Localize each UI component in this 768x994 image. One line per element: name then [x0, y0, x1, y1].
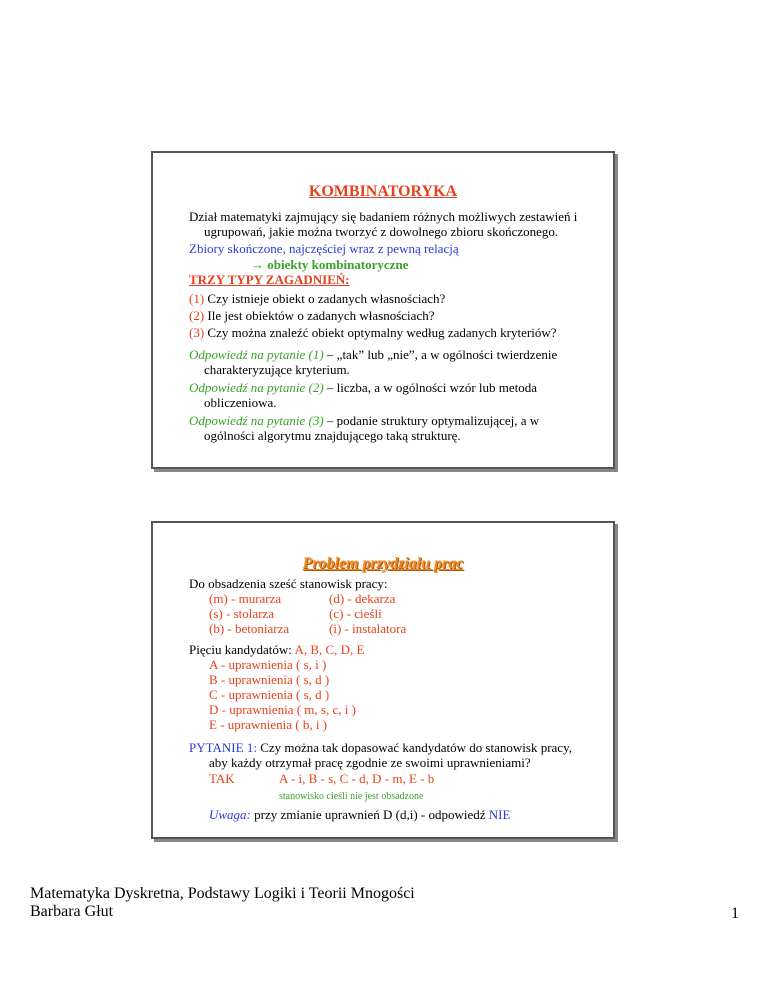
answer-assignment: A - i, B - s, C - d, D - m, E - b — [279, 771, 435, 786]
positions-intro: Do obsadzenia sześć stanowisk pracy: — [189, 576, 388, 591]
position-item: (m) - murarza — [209, 591, 282, 606]
footer-course: Matematyka Dyskretna, Podstawy Logiki i Teorii Mnogości — [30, 885, 415, 902]
slide-problem-przydzialu-prac — [151, 521, 615, 839]
candidate-rights: B - uprawnienia ( s, d ) — [209, 672, 330, 687]
answer-3-line-1 — [189, 413, 539, 428]
question-number: (1) — [189, 291, 205, 306]
question-1-line-1 — [189, 740, 572, 755]
position-item: (s) - stolarza — [209, 606, 274, 621]
question-1-line-2: aby każdy otrzymał pracę zgodnie ze swoimi uprawnieniami? — [209, 755, 531, 770]
candidate-rights: D - uprawnienia ( m, s, c, i ) — [209, 702, 356, 717]
answer-text: – liczba, a w ogólności wzór lub metoda — [323, 380, 538, 395]
intro-line-1: Dział matematyki zajmujący się badaniem różnych możliwych zestawień i — [189, 209, 578, 224]
question-text: Czy można znaleźć obiekt optymalny według zadanych kryteriów? — [204, 325, 557, 340]
remark-answer: NIE — [488, 807, 511, 822]
remark-text: przy zmianie uprawnień D (d,i) - odpowiedź — [250, 807, 489, 822]
question-text: Ile jest obiektów o zadanych własnościach? — [204, 308, 435, 323]
candidate-rights: A - uprawnienia ( s, i ) — [209, 657, 327, 672]
remark-label: Uwaga: — [209, 807, 251, 822]
question-text: Czy można tak dopasować kandydatów do stanowisk pracy, — [256, 740, 572, 755]
answer-label: Odpowiedź na pytanie (3) — [189, 413, 324, 428]
candidates-list: A, B, C, D, E — [294, 642, 365, 657]
intro-line-2: ugrupowań, jakie można tworzyć z dowolnego zbioru skończonego. — [204, 224, 559, 239]
answer-tak: TAK — [209, 771, 235, 786]
types-heading: TRZY TYPY ZAGADNIEŃ: — [189, 272, 350, 287]
position-item: (d) - dekarza — [329, 591, 396, 606]
answer-3-line-2: ogólności algorytmu znajdującego taką strukturę. — [204, 428, 461, 443]
question-1 — [189, 291, 445, 306]
slide-title: KOMBINATORYKA — [308, 183, 458, 200]
page-number: 1 — [731, 905, 739, 922]
question-label: PYTANIE 1: — [189, 740, 257, 755]
answer-1-line-1 — [189, 347, 557, 362]
answer-label: Odpowiedź na pytanie (2) — [189, 380, 324, 395]
answer-2-line-2: obliczeniowa. — [204, 395, 277, 410]
candidate-rights: E - uprawnienia ( b, i ) — [209, 717, 328, 732]
question-3 — [189, 325, 557, 340]
answer-2-line-1 — [189, 380, 537, 395]
candidates-label: Pięciu kandydatów: — [189, 642, 295, 657]
slide-title: Problem przydziału prac — [302, 555, 464, 572]
sets-line: Zbiory skończone, najczęściej wraz z pewną relacją — [189, 241, 459, 256]
position-item: (b) - betoniarza — [209, 621, 290, 636]
question-2 — [189, 308, 434, 323]
answer-text: – „tak” lub „nie”, a w ogólności twierdzenie — [323, 347, 558, 362]
remark-line — [209, 807, 510, 822]
slide-kombinatoryka — [151, 151, 615, 469]
answer-1-line-2: charakteryzujące kryterium. — [204, 362, 350, 377]
question-number: (2) — [189, 308, 205, 323]
position-item: (i) - instalatora — [329, 621, 407, 636]
answer-text: – podanie struktury optymalizującej, a w — [323, 413, 540, 428]
position-item: (c) - cieśli — [329, 606, 382, 621]
question-text: Czy istnieje obiekt o zadanych własnościach? — [204, 291, 446, 306]
footer-author: Barbara Głut — [30, 903, 114, 920]
question-number: (3) — [189, 325, 205, 340]
candidates-line — [189, 642, 365, 657]
objects-line: → obiekty kombinatoryczne — [251, 257, 409, 272]
answer-label: Odpowiedź na pytanie (1) — [189, 347, 324, 362]
candidate-rights: C - uprawnienia ( s, d ) — [209, 687, 330, 702]
answer-note: stanowisko cieśli nie jest obsadzone — [279, 791, 424, 802]
